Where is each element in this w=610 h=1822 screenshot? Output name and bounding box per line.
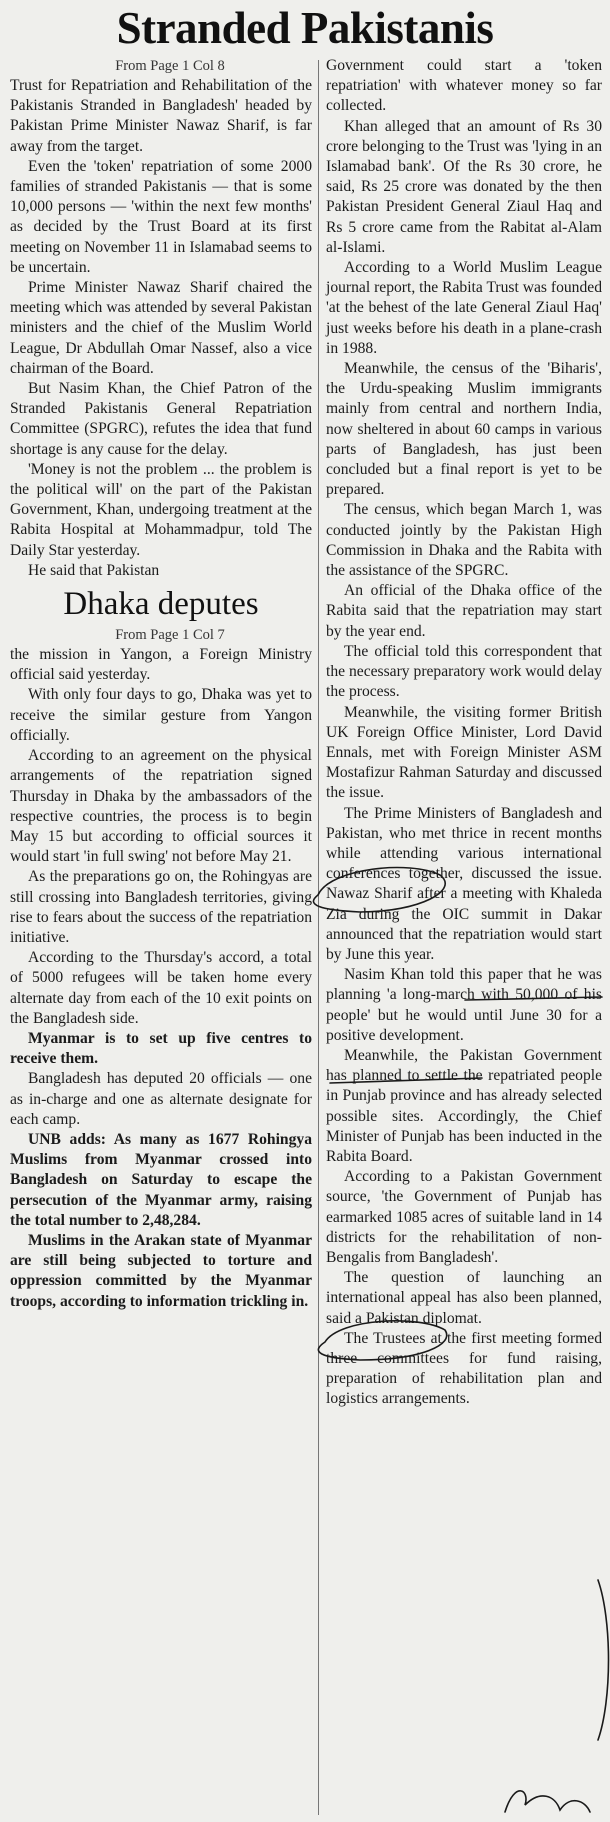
paragraph: UNB adds: As many as 1677 Rohingya Muslims from Myanmar crossed into Bangladesh on Saturday to escape the persecution of the Myanmar army, raising the total number to 2,48,284. [10,1130,312,1229]
column-rule [318,60,319,1815]
paragraph: As the preparations go on, the Rohingyas are still crossing into Bangladesh territories, giving rise to fears about the success of the repatriation initiative. [10,868,312,946]
paragraph: The Trustees at the first meeting formed three committees for fund raising, preparation of rehabilitation plan and logistics arrangements. [326,1329,602,1408]
paragraph: Government could start a 'token repatriation' with whatever money so far collected. [326,57,602,115]
paragraph: Meanwhile, the visiting former British UK Foreign Office Minister, Lord David Ennals, met with Foreign Minister ASM Mostafizur Rahman Saturday and discussed the issue. [326,703,602,802]
paragraph: An official of the Dhaka office of the Rabita said that the repatriation may start by the year end. [326,582,602,640]
paragraph: But Nasim Khan, the Chief Patron of the Stranded Pakistanis General Repatriation Committee (SPGRC), refutes the idea that fund shortage is any cause for the delay. [10,380,312,458]
paragraph: Myanmar is to set up five centres to receive them. [10,1029,312,1068]
paragraph: Bangladesh has deputed 20 officials — one as in-charge and one as alternate designate for each camp. [10,1070,312,1128]
paragraph: 'Money is not the problem ... the problem is the political will' on the part of the Pakistan Government, Khan, undergoing treatment at the Rabita Hospital at Mohammadpur, told The Daily Star yesterday. [10,460,312,559]
paragraph: The official told this correspondent that the necessary preparatory work would delay the process. [326,642,602,701]
paragraph: Prime Minister Nawaz Sharif chaired the meeting which was attended by several Pakistan ministers and the chief of the Muslim World League, Dr Abdullah Omar Nassef, also a vice chairman of the Board. [10,279,312,377]
paragraph: The census, which began March 1, was conducted jointly by the Pakistan High Commission in Dhaka and the Rabita with the assistance of the SPGRC. [326,501,602,580]
dateline: From Page 1 Col 8 [115,58,225,74]
paragraph: According to a World Muslim League journal report, the Rabita Trust was founded 'at the behest of the late General Ziaul Haq' just weeks before his death in a plane-crash in 1988. [326,259,602,357]
paragraph: Muslims in the Arakan state of Myanmar are still being subjected to torture and oppression committed by the Myanmar troops, according to information trickling in. [10,1231,312,1310]
paragraph: According to the Thursday's accord, a total of 5000 refugees will be taken home every alternate day from each of the 10 exit points on the Bangladesh side. [10,949,312,1027]
paragraph: He said that Pakistan [28,561,160,579]
paragraph: the mission in Yangon, a Foreign Ministry official said yesterday. [10,646,312,684]
paragraph: Even the 'token' repatriation of some 2000 families of stranded Pakistanis — that is some 10,000 persons — 'within the next few months' as decided by the Trust Board at its first meeting on November 11 in Islamabad seems to be uncertain. [10,157,312,276]
handwritten-scribble [505,1791,590,1812]
right-column [326,56,602,1410]
dateline-2: From Page 1 Col 7 [115,627,225,644]
paragraph: The Prime Ministers of Bangladesh and Pakistan, who met thrice in recent months while attending various international conferences together, discussed the issue. Nawaz Sharif after a meeting with Khaleda Zia during the OIC summit in Dakar announced that the repatriation would start by June this year. [326,804,602,963]
paragraph: Meanwhile, the Pakistan Government has planned to settle the repatriated people in Punjab province and has already selected possible sites. Accordingly, the Chief Minister of Punjab has been inducted in the Rabita Board. [326,1046,602,1165]
paragraph: With only four days to go, Dhaka was yet to receive the similar gesture from Yangon officially. [10,686,312,744]
paragraph: The question of launching an international appeal has also been planned, said a Pakistan diplomat. [326,1269,602,1327]
paragraph: According to a Pakistan Government source, 'the Government of Punjab has earmarked 1085 acres of suitable land in 14 districts for the rehabilitation of non-Bengalis from Bangladesh'. [326,1168,602,1266]
headline: Stranded Pakistanis [116,3,494,53]
paragraph: Meanwhile, the census of the 'Biharis', the Urdu-speaking Muslim immigrants mainly from central and northern India, now sheltered in about 60 camps in various parts of Bangladesh, has just been concluded but a final report is yet to be prepared. [326,360,602,499]
paragraph: According to an agreement on the physical arrangements of the repatriation signed Thursday in Dhaka by the ambassadors of the respective countries, the process is to begin May 15 but according to official sources it would start 'in full swing' not before May 21. [10,747,312,866]
paragraph: Trust for Repatriation and Rehabilitation of the Pakistanis Stranded in Bangladesh' headed by Pakistan Prime Minister Nawaz Sharif, is far away from the target. [10,77,312,155]
left-column [10,56,312,1312]
paragraph: Nasim Khan told this paper that he was planning 'a long-march with 50,000 of his people' but he would until June 30 for a positive development. [326,966,602,1044]
paragraph: Khan alleged that an amount of Rs 30 crore belonging to the Trust was 'lying in an Islamabad bank'. Of the Rs 30 crore, he said, Rs 25 crore was donated by the then Pakistan President General Ziaul Haq and Rs 5 crore came from the Rabitat al-Alam al-Islami. [326,117,602,256]
sub-headline: Dhaka deputes [63,586,259,623]
margin-bracket [598,1580,609,1740]
